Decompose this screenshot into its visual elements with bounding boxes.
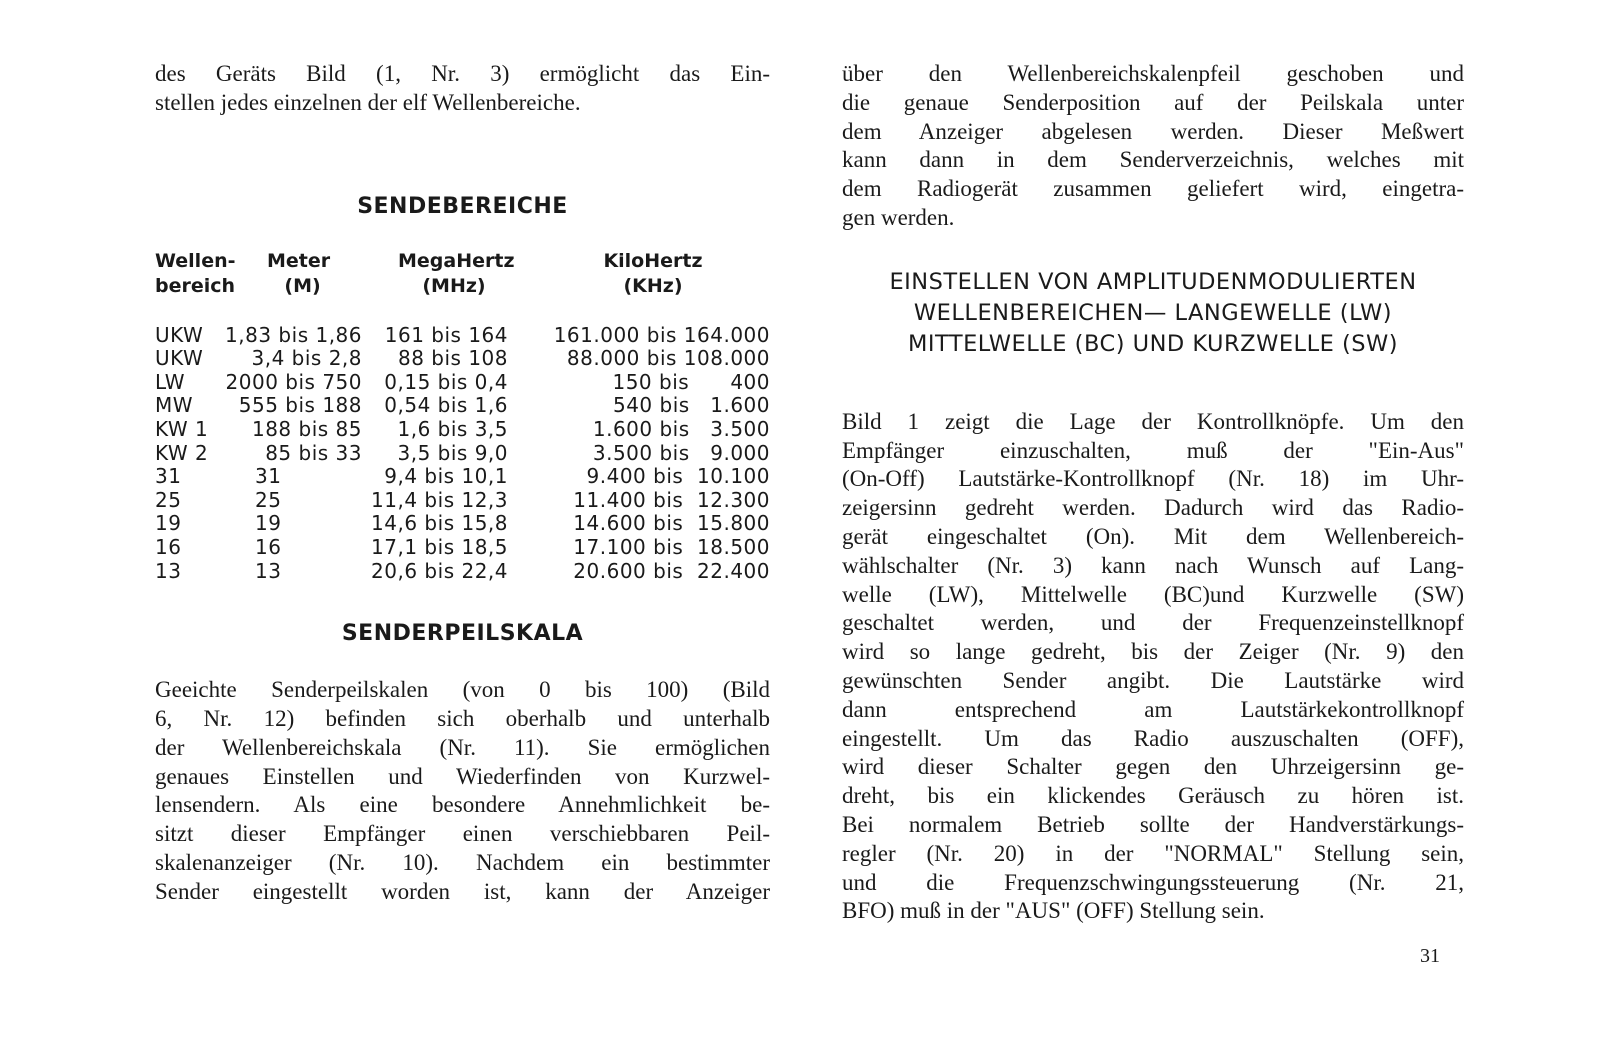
cell-meter: 19 xyxy=(255,511,282,536)
cell-khz: 3.500 bis 9.000 xyxy=(592,440,770,465)
cell-mhz: 20,6 bis 22,4 xyxy=(371,558,508,583)
table-row xyxy=(155,560,770,584)
intro-paragraph xyxy=(155,60,770,118)
table-row xyxy=(155,489,770,513)
cell-meter: 188 bis 85 xyxy=(251,416,362,441)
table-row xyxy=(155,418,770,442)
text-line: wird so lange gedreht, bis der Zeiger (Nr. 9) den xyxy=(842,639,1464,665)
text-line: Geeichte Senderpeilskalen (von 0 bis 100) (Bild xyxy=(155,677,770,703)
text-line: des Geräts Bild (1, Nr. 3) ermöglicht das Ein- xyxy=(155,61,770,86)
heading-line: WELLENBEREICHEN— LANGEWELLE (LW) xyxy=(913,299,1393,326)
cell-band: 13 xyxy=(155,558,182,583)
cell-khz: 20.600 bis 22.400 xyxy=(573,558,770,583)
cell-mhz: 17,1 bis 18,5 xyxy=(371,534,508,559)
heading-line: MITTELWELLE (BC) UND KURZWELLE (SW) xyxy=(907,330,1399,357)
continuation-paragraph xyxy=(842,60,1464,233)
text-line: wird dieser Schalter gegen den Uhrzeigersinn ge- xyxy=(842,754,1464,780)
table-row xyxy=(155,442,770,466)
peilskala-paragraph xyxy=(155,676,770,906)
text-line: sitzt dieser Empfänger einen verschiebbaren Peil- xyxy=(155,821,770,847)
cell-khz: 17.100 bis 18.500 xyxy=(573,534,770,559)
header-band: Wellen- bereich xyxy=(155,249,236,297)
text-line: Sender eingestellt worden ist, kann der Anzeiger xyxy=(155,878,770,904)
cell-mhz: 9,4 bis 10,1 xyxy=(384,464,508,489)
cell-mhz: 1,6 bis 3,5 xyxy=(397,416,508,441)
cell-meter: 2000 bis 750 xyxy=(225,369,362,394)
cell-band: LW xyxy=(155,369,186,394)
cell-band: 16 xyxy=(155,534,182,559)
text-line: dem Anzeiger abgelesen werden. Dieser Meßwert xyxy=(842,118,1464,144)
text-line: gen werden. xyxy=(842,204,955,230)
cell-band: UKW xyxy=(155,322,204,347)
right-column xyxy=(842,60,1464,926)
text-line: eingestellt. Um das Radio auszuschalten (OFF), xyxy=(842,725,1464,751)
cell-band: 25 xyxy=(155,487,182,512)
cell-meter: 85 bis 33 xyxy=(265,440,362,465)
text-line: dreht, bis ein klickendes Geräusch zu hören ist. xyxy=(842,783,1464,809)
cell-mhz: 0,54 bis 1,6 xyxy=(384,393,508,418)
cell-meter: 16 xyxy=(255,534,282,559)
instructions-paragraph xyxy=(842,408,1464,926)
cell-band: 19 xyxy=(155,511,182,536)
heading-line: EINSTELLEN VON AMPLITUDENMODULIERTEN xyxy=(889,268,1417,295)
cell-khz: 161.000 bis 164.000 xyxy=(553,322,770,347)
header-mhz: MegaHertz (MHz) xyxy=(398,249,515,297)
section-heading-am-bands xyxy=(842,267,1464,360)
text-line: Empfänger einzuschalten, muß der "Ein-Aus" xyxy=(842,437,1464,463)
text-line: regler (Nr. 20) in der "NORMAL" Stellung sein, xyxy=(842,840,1464,866)
section-heading-senderpeilskala: SENDERPEILSKALA xyxy=(341,621,584,647)
text-line: welle (LW), Mittelwelle (BC)und Kurzwelle (SW) xyxy=(842,581,1464,607)
cell-meter: 31 xyxy=(255,464,282,489)
text-line: gerät eingeschaltet (On). Mit dem Wellenbereich- xyxy=(842,523,1464,549)
cell-khz: 88.000 bis 108.000 xyxy=(566,346,770,371)
text-line: die genaue Senderposition auf der Peilskala unter xyxy=(842,89,1464,115)
left-column xyxy=(155,60,770,907)
header-meter: Meter (M) xyxy=(267,249,331,297)
cell-band: KW 2 xyxy=(155,440,209,465)
frequency-table xyxy=(155,324,770,584)
cell-meter: 3,4 bis 2,8 xyxy=(251,346,362,371)
cell-mhz: 3,5 bis 9,0 xyxy=(397,440,508,465)
text-line: dem Radiogerät zusammen geliefert wird, eingetra- xyxy=(842,176,1464,202)
cell-mhz: 14,6 bis 15,8 xyxy=(371,511,508,536)
cell-meter: 1,83 bis 1,86 xyxy=(225,322,362,347)
table-row xyxy=(155,465,770,489)
text-line: geschaltet werden, und der Frequenzeinstellknopf xyxy=(842,610,1464,636)
text-line: über den Wellenbereichskalenpfeil geschoben und xyxy=(842,61,1464,86)
cell-band: MW xyxy=(155,393,194,418)
text-line: wählschalter (Nr. 3) kann nach Wunsch auf Lang- xyxy=(842,552,1464,578)
table-row xyxy=(155,371,770,395)
cell-khz: 9.400 bis 10.100 xyxy=(586,464,770,489)
text-line: und die Frequenzschwingungssteuerung (Nr. 21, xyxy=(842,869,1464,895)
text-line: zeigersinn gedreht werden. Dadurch wird das Radio- xyxy=(842,495,1464,521)
table-header xyxy=(155,249,770,305)
cell-meter: 13 xyxy=(255,558,282,583)
cell-khz: 1.600 bis 3.500 xyxy=(592,416,770,441)
header-khz: KiloHertz (KHz) xyxy=(603,249,703,297)
table-row xyxy=(155,536,770,560)
cell-meter: 25 xyxy=(255,487,282,512)
cell-khz: 11.400 bis 12.300 xyxy=(573,487,770,512)
cell-band: KW 1 xyxy=(155,416,209,441)
cell-mhz: 11,4 bis 12,3 xyxy=(371,487,508,512)
table-row xyxy=(155,512,770,536)
text-line: (On-Off) Lautstärke-Kontrollknopf (Nr. 18) im Uhr- xyxy=(842,466,1464,492)
cell-khz: 150 bis 400 xyxy=(612,369,770,394)
cell-mhz: 161 bis 164 xyxy=(384,322,508,347)
table-row xyxy=(155,324,770,348)
text-line: Bild 1 zeigt die Lage der Kontrollknöpfe. Um den xyxy=(842,408,1464,434)
text-line: genaues Einstellen und Wiederfinden von Kurzwel- xyxy=(155,763,770,789)
text-line: BFO) muß in der "AUS" (OFF) Stellung sein. xyxy=(842,898,1265,924)
text-line: der Wellenbereichskala (Nr. 11). Sie ermöglichen xyxy=(155,734,770,760)
section-heading-sendebereiche: SENDEBEREICHE xyxy=(357,193,568,219)
page-number: 31 xyxy=(1420,945,1440,967)
text-line: stellen jedes einzelnen der elf Wellenbereiche. xyxy=(155,89,581,115)
text-line: 6, Nr. 12) befinden sich oberhalb und unterhalb xyxy=(155,705,770,731)
text-line: dann entsprechend am Lautstärkekontrollknopf xyxy=(842,696,1464,722)
cell-band: UKW xyxy=(155,346,204,371)
cell-mhz: 88 bis 108 xyxy=(397,346,508,371)
text-line: kann dann in dem Senderverzeichnis, welches mit xyxy=(842,147,1464,173)
table-row xyxy=(155,347,770,371)
text-line: skalenanzeiger (Nr. 10). Nachdem ein bestimmter xyxy=(155,849,770,875)
cell-mhz: 0,15 bis 0,4 xyxy=(384,369,508,394)
text-line: lensendern. Als eine besondere Annehmlichkeit be- xyxy=(155,792,770,818)
cell-khz: 540 bis 1.600 xyxy=(612,393,770,418)
cell-band: 31 xyxy=(155,464,182,489)
cell-meter: 555 bis 188 xyxy=(238,393,362,418)
text-line: Bei normalem Betrieb sollte der Handverstärkungs- xyxy=(842,811,1464,837)
text-line: gewünschten Sender angibt. Die Lautstärke wird xyxy=(842,667,1464,693)
table-row xyxy=(155,394,770,418)
cell-khz: 14.600 bis 15.800 xyxy=(573,511,770,536)
